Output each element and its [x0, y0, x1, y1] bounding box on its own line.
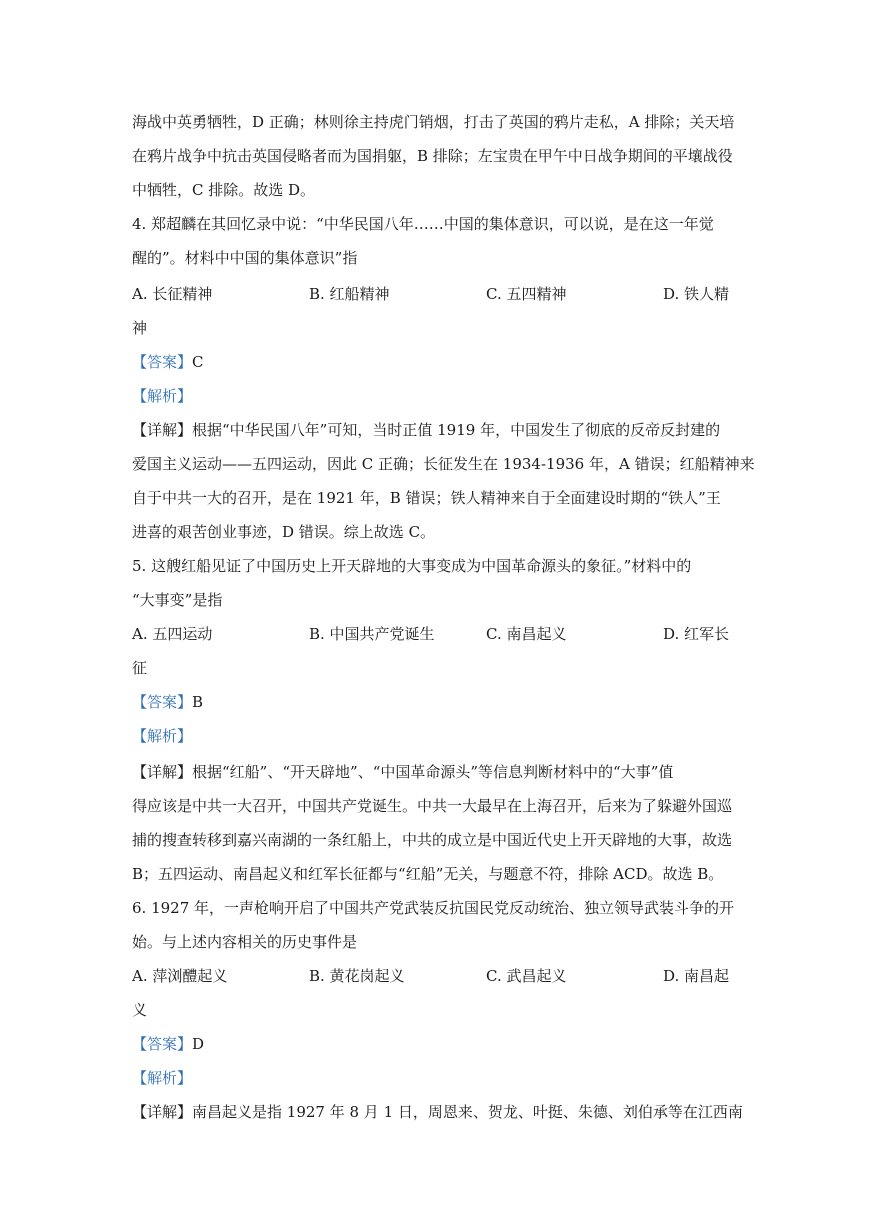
detail-text: 进喜的艰苦创业事迹，D 错误。综上故选 C。 [132, 523, 436, 541]
detail-tag: 【详解】 [132, 763, 193, 781]
detail-text: 得应该是中共一大召开，中国共产党诞生。中共一大最早在上海召开，后来为了躲避外国巡 [132, 797, 733, 815]
answer-line [132, 352, 742, 372]
option-wrap: 神 [132, 319, 148, 337]
answer-tag: 【答案】 [132, 353, 193, 371]
question-5-stem: 5. 这艘红船见证了中国历史上开天辟地的大事变成为中国革命源头的象征。”材料中的 [132, 557, 692, 575]
answer-tag: 【答案】 [132, 1035, 193, 1053]
detail-tag: 【详解】 [132, 421, 193, 439]
question-5-stem: “大事变”是指 [132, 591, 223, 609]
detail-line [132, 1102, 742, 1122]
answer-line [132, 1034, 742, 1054]
answer-value: C [192, 353, 204, 371]
question-4-stem: 醒的”。材料中中国的集体意识”指 [132, 249, 358, 267]
intro-line: 在鸦片战争中抗击英国侵略者而为国捐躯，B 排除；左宝贵在甲午中日战争期间的平壤战役 [132, 147, 733, 165]
analysis-tag: 【解析】 [132, 1069, 193, 1087]
detail-line [132, 420, 742, 440]
answer-line [132, 692, 742, 712]
question-6-stem: 始。与上述内容相关的历史事件是 [132, 933, 358, 951]
option-d: D. 红军长 [663, 625, 730, 643]
detail-text: 自于中共一大的召开，是在 1921 年，B 错误；铁人精神来自于全面建设时期的“铁人”王 [132, 489, 721, 507]
detail-text: 根据“红船”、“开天辟地”、“中国革命源头”等信息判断材料中的“大事”值 [192, 763, 674, 781]
question-6-stem: 6. 1927 年，一声枪响开启了中国共产党武装反抗国民党反动统治、独立领导武装斗争的开 [132, 899, 735, 917]
analysis-line [132, 386, 742, 406]
answer-value: B [192, 693, 204, 711]
option-b: B. 红船精神 [309, 285, 390, 303]
option-c: C. 五四精神 [486, 285, 567, 303]
option-c: C. 南昌起义 [486, 625, 567, 643]
option-a: A. 萍浏醴起义 [132, 967, 228, 985]
analysis-line [132, 1068, 742, 1088]
intro-line: 海战中英勇牺牲，D 正确；林则徐主持虎门销烟，打击了英国的鸦片走私，A 排除；关天培 [132, 113, 735, 131]
detail-text: 根据“中华民国八年”可知，当时正值 1919 年，中国发生了彻底的反帝反封建的 [192, 421, 721, 439]
option-a: A. 长征精神 [132, 285, 213, 303]
option-c: C. 武昌起义 [486, 967, 567, 985]
option-a: A. 五四运动 [132, 625, 213, 643]
option-wrap: 义 [132, 1001, 148, 1019]
option-b: B. 中国共产党诞生 [309, 625, 435, 643]
option-wrap: 征 [132, 659, 148, 677]
detail-text: 爱国主义运动——五四运动，因此 C 正确；长征发生在 1934-1936 年，A 错误；红船精神来 [132, 455, 755, 473]
option-d: D. 铁人精 [663, 285, 730, 303]
intro-line: 中牺牲，C 排除。故选 D。 [132, 181, 316, 199]
detail-text: B；五四运动、南昌起义和红军长征都与“红船”无关，与题意不符，排除 ACD。故选 B。 [132, 865, 724, 883]
detail-line [132, 762, 742, 782]
question-4-stem: 4. 郑超麟在其回忆录中说：“中华民国八年……中国的集体意识，可以说，是在这一年觉 [132, 215, 714, 233]
detail-text: 南昌起义是指 1927 年 8 月 1 日，周恩来、贺龙、叶挺、朱德、刘伯承等在江西南 [192, 1103, 743, 1121]
option-b: B. 黄花岗起义 [309, 967, 405, 985]
analysis-tag: 【解析】 [132, 727, 193, 745]
detail-tag: 【详解】 [132, 1103, 193, 1121]
answer-tag: 【答案】 [132, 693, 193, 711]
option-d: D. 南昌起 [663, 967, 730, 985]
analysis-tag: 【解析】 [132, 387, 193, 405]
analysis-line [132, 726, 742, 746]
detail-text: 捕的搜查转移到嘉兴南湖的一条红船上，中共的成立是中国近代史上开天辟地的大事，故选 [132, 831, 733, 849]
answer-value: D [192, 1035, 205, 1053]
